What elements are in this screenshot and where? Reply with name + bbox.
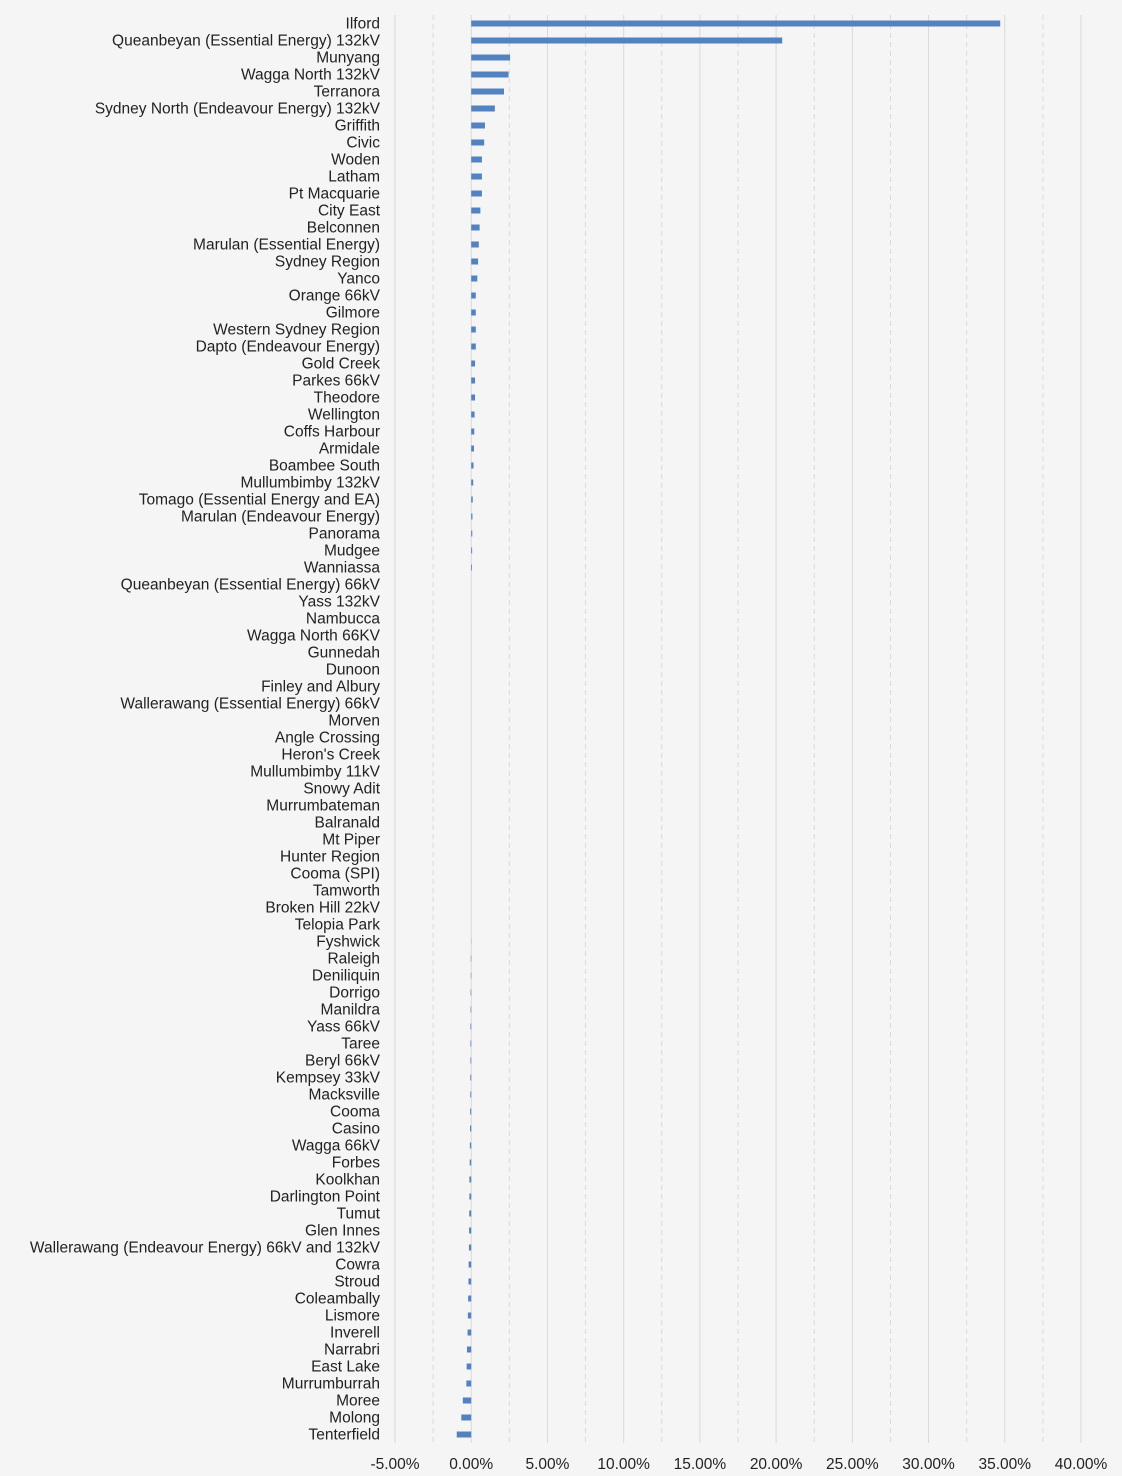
category-label: Gilmore <box>325 304 380 322</box>
category-label: Terranora <box>313 83 380 101</box>
category-label: Fyshwick <box>316 933 380 951</box>
bar <box>471 310 476 316</box>
x-tick-label: 20.00% <box>749 1456 803 1473</box>
bar <box>468 1313 471 1319</box>
category-label: Dunoon <box>325 661 380 679</box>
category-label: Latham <box>328 168 380 186</box>
category-label: Casino <box>331 1120 380 1138</box>
bar <box>471 1007 472 1013</box>
bar <box>471 106 495 112</box>
bar <box>471 123 485 129</box>
category-label: Dapto (Endeavour Energy) <box>195 338 380 356</box>
category-label: Orange 66kV <box>288 287 380 305</box>
bar <box>471 514 472 520</box>
category-label: Pt Macquarie <box>288 185 380 203</box>
category-label: Finley and Albury <box>261 678 380 696</box>
bar <box>471 463 473 469</box>
bar <box>471 21 1000 27</box>
bar <box>471 89 504 95</box>
x-tick-label: 10.00% <box>597 1456 650 1473</box>
category-label: Manildra <box>320 1001 380 1019</box>
x-tick-label: 35.00% <box>978 1456 1032 1473</box>
bar <box>469 1245 471 1251</box>
category-label: Heron's Creek <box>281 746 380 764</box>
category-label: Woden <box>331 151 380 169</box>
bar <box>471 191 482 197</box>
x-tick-label: 40.00% <box>1054 1456 1108 1473</box>
category-label: Morven <box>328 712 380 730</box>
x-axis-tick-labels <box>370 1456 1107 1473</box>
bar <box>471 446 474 452</box>
category-label: Dorrigo <box>329 984 380 1002</box>
category-label: Griffith <box>334 117 380 135</box>
category-label: Wagga North 132kV <box>240 66 380 84</box>
category-label: Munyang <box>316 49 380 67</box>
category-label: Cooma <box>330 1103 380 1121</box>
x-tick-label: 5.00% <box>525 1456 570 1473</box>
category-label: Yass 132kV <box>298 593 380 611</box>
bar <box>471 72 508 78</box>
category-label: City East <box>317 202 380 220</box>
category-label: Theodore <box>313 389 380 407</box>
category-label: Deniliquin <box>311 967 380 985</box>
bar <box>471 429 474 435</box>
bar <box>469 1211 471 1217</box>
category-label: Cowra <box>335 1256 380 1274</box>
bar <box>471 548 472 554</box>
category-label: Belconnen <box>306 219 380 237</box>
x-tick-label: 0.00% <box>449 1456 494 1473</box>
x-tick-label: 25.00% <box>826 1456 879 1473</box>
bar <box>470 1109 471 1115</box>
category-label: Wellington <box>307 406 380 424</box>
bar <box>470 1092 471 1098</box>
bar <box>470 1126 471 1132</box>
category-label: Stroud <box>334 1273 380 1291</box>
category-label: Marulan (Endeavour Energy) <box>180 508 380 526</box>
category-label: Snowy Adit <box>303 780 380 798</box>
category-label: Tenterfield <box>308 1426 380 1444</box>
category-label: Mt Piper <box>322 831 380 849</box>
category-label: Tomago (Essential Energy and EA) <box>138 491 380 509</box>
category-label: Koolkhan <box>315 1171 380 1189</box>
category-label: Tumut <box>336 1205 380 1223</box>
category-label: Molong <box>329 1409 380 1427</box>
bar <box>471 327 476 333</box>
x-tick-label: 15.00% <box>673 1456 727 1473</box>
category-label: Civic <box>346 134 380 152</box>
bar <box>469 1228 471 1234</box>
bar <box>468 1279 471 1285</box>
category-label: Boambee South <box>268 457 380 475</box>
category-label: Cooma (SPI) <box>290 865 380 883</box>
bar <box>469 1177 471 1183</box>
category-label: Hunter Region <box>280 848 380 866</box>
category-label: Gold Creek <box>301 355 380 373</box>
category-label: Beryl 66kV <box>305 1052 380 1070</box>
bar <box>471 225 479 231</box>
gridlines <box>395 15 1081 1443</box>
bar <box>471 412 474 418</box>
bar <box>470 1160 472 1166</box>
bar <box>471 38 782 44</box>
bar <box>470 1143 471 1149</box>
bar <box>471 531 472 537</box>
bar <box>471 276 477 282</box>
category-label: Darlington Point <box>269 1188 380 1206</box>
bar <box>466 1381 471 1387</box>
category-label: Inverell <box>330 1324 380 1342</box>
category-label: Wallerawang (Endeavour Energy) 66kV and 132kV <box>29 1239 380 1257</box>
bar <box>471 208 480 214</box>
category-label: Mudgee <box>323 542 380 560</box>
x-tick-label: 30.00% <box>902 1456 955 1473</box>
bar <box>471 361 475 367</box>
bar <box>457 1432 471 1438</box>
category-label: Yanco <box>337 270 380 288</box>
bar <box>471 174 482 180</box>
bar <box>471 344 476 350</box>
bar <box>471 293 476 299</box>
category-label: Armidale <box>318 440 380 458</box>
category-label: Wallerawang (Essential Energy) 66kV <box>120 695 380 713</box>
category-label: Angle Crossing <box>274 729 380 747</box>
bar <box>470 1041 471 1047</box>
category-label: Kempsey 33kV <box>275 1069 380 1087</box>
category-label: Wagga North 66KV <box>247 627 380 645</box>
category-label: Broken Hill 22kV <box>265 899 380 917</box>
bars <box>457 21 1000 1438</box>
category-label: Panorama <box>308 525 380 543</box>
category-label: Parkes 66kV <box>292 372 380 390</box>
bar <box>471 480 473 486</box>
bar <box>471 378 475 384</box>
category-label: Forbes <box>331 1154 380 1172</box>
bar <box>470 1075 471 1081</box>
category-label: Murrumburrah <box>281 1375 380 1393</box>
x-tick-label: -5.00% <box>370 1456 420 1473</box>
category-label: Murrumbateman <box>266 797 380 815</box>
bar <box>471 565 472 571</box>
category-label: Mullumbimby 11kV <box>250 763 380 781</box>
category-label: Glen Innes <box>305 1222 380 1240</box>
category-labels <box>30 16 381 1444</box>
category-label: Telopia Park <box>294 916 380 934</box>
bar <box>471 140 484 146</box>
bar <box>471 55 510 61</box>
category-label: Coffs Harbour <box>283 423 380 441</box>
category-label: Nambucca <box>305 610 380 628</box>
bar <box>471 157 482 163</box>
bar <box>467 1347 471 1353</box>
bar <box>468 1330 472 1336</box>
category-label: Queanbeyan (Essential Energy) 66kV <box>120 576 380 594</box>
bar <box>463 1398 471 1404</box>
category-label: Yass 66kV <box>307 1018 380 1036</box>
category-label: Raleigh <box>327 950 380 968</box>
bar <box>470 1024 471 1030</box>
category-label: Wagga 66kV <box>291 1137 380 1155</box>
bar <box>469 1262 472 1268</box>
bar <box>471 242 479 248</box>
bar <box>471 395 475 401</box>
category-label: Lismore <box>324 1307 380 1325</box>
category-label: Sydney Region <box>274 253 380 271</box>
category-label: Wanniassa <box>303 559 380 577</box>
bar <box>471 990 472 996</box>
category-label: Taree <box>341 1035 380 1053</box>
bar <box>471 259 478 265</box>
category-label: Mullumbimby 132kV <box>240 474 380 492</box>
category-label: Tamworth <box>312 882 380 900</box>
category-label: Western Sydney Region <box>213 321 380 339</box>
category-label: Queanbeyan (Essential Energy) 132kV <box>112 32 380 50</box>
bar <box>461 1415 471 1421</box>
category-label: Narrabri <box>324 1341 380 1359</box>
category-label: East Lake <box>311 1358 380 1376</box>
category-label: Sydney North (Endeavour Energy) 132kV <box>94 100 380 118</box>
bar <box>467 1364 472 1370</box>
category-label: Ilford <box>345 15 380 33</box>
bar <box>471 497 473 503</box>
bar <box>469 1194 471 1200</box>
bar <box>468 1296 471 1302</box>
category-label: Macksville <box>308 1086 380 1104</box>
category-label: Moree <box>336 1392 380 1410</box>
category-label: Balranald <box>314 814 380 832</box>
category-label: Marulan (Essential Energy) <box>193 236 380 254</box>
bar <box>470 1058 471 1064</box>
category-label: Gunnedah <box>307 644 380 662</box>
category-label: Coleambally <box>294 1290 380 1308</box>
